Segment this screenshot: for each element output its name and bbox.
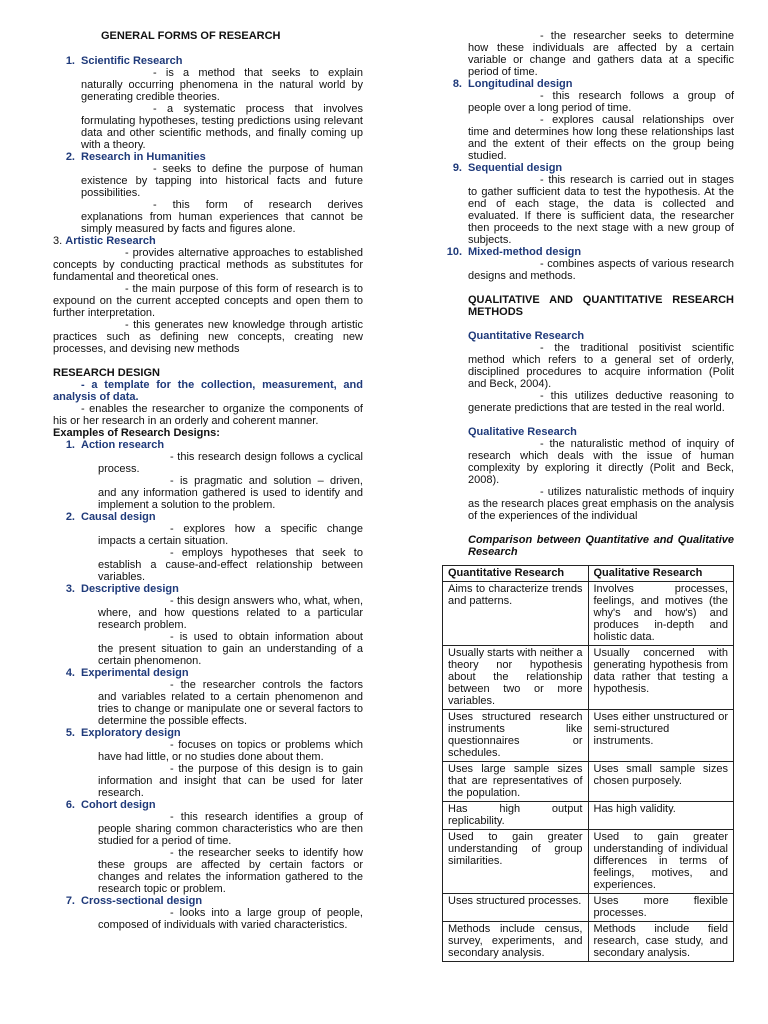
design-paragraph: - this research identifies a group of people sharing common characteristics who are then studied for a period of time. [98,811,363,847]
quantitative-cell: Methods include census, survey, experiments, and secondary analysis. [443,922,589,962]
design-paragraph: - is pragmatic and solution – driven, and any information gathered is used to identify and implement a solution to the problem. [98,475,363,511]
qualitative-cell: Methods include field research, case study, and secondary analysis. [588,922,734,962]
qualitative-cell: Used to gain greater understanding of individual differences in terms of feelings, motives, and experiences. [588,830,734,894]
cross-sectional-continuation: - the researcher seeks to determine how these individuals are affected by a certain variable or change and gathers data at a specific period of time. [468,30,734,78]
design-item [446,78,734,162]
quantitative-paragraph: - this utilizes deductive reasoning to generate predictions that are tested in the real world. [468,390,734,414]
design-item [53,799,363,895]
design-paragraph: - employs hypotheses that seek to establish a cause-and-effect relationship between variables. [98,547,363,583]
design-paragraph: - this research is carried out in stages to gather sufficient data to test the hypothesis. At the end of each stage, the data is collected and evaluated. If there is sufficient data, the researcher then proceeds to the next stage with a new group of subjects. [468,174,734,246]
design-paragraph: - looks into a large group of people, composed of individuals with varied characteristics. [98,907,363,931]
table-row [443,582,734,646]
design-number: 9. [452,162,462,174]
research-design-heading: RESEARCH DESIGN [53,367,160,379]
quantitative-cell: Uses structured processes. [443,894,589,922]
design-number: 6. [65,799,75,811]
design-paragraph: - this design answers who, what, when, where, and how questions related to a particular research problem. [98,595,363,631]
design-list [53,439,363,931]
form-paragraph: - provides alternative approaches to established concepts by conducting practical methods as substitutes for fundamental and theoretical ones. [53,247,363,283]
quantitative-heading: Quantitative Research [468,330,585,342]
table-row [443,922,734,962]
page-title: GENERAL FORMS OF RESEARCH [101,30,281,42]
form-paragraph: - the main purpose of this form of research is to expound on the current accepted concepts and open them to further interpretation. [53,283,363,319]
design-paragraph: - explores causal relationships over time and determines how long these relationships last and the extent of their effects on the group being studied. [468,114,734,162]
form-number: 1. [65,55,75,67]
table-row [443,894,734,922]
design-item [53,667,363,727]
form-name: Scientific Research [81,55,183,67]
design-name: Cohort design [81,799,156,811]
comparison-table [442,565,734,962]
form-name: Research in Humanities [81,151,206,163]
form-number: 2. [65,151,75,163]
design-item [53,439,363,511]
quantitative-cell: Has high output replicability. [443,802,589,830]
design-name: Descriptive design [81,583,179,595]
methods-heading: QUALITATIVE AND QUANTITATIVE RESEARCH METHODS [468,294,734,318]
design-number: 8. [452,78,462,90]
form-paragraph: - is a method that seeks to explain naturally occurring phenomena in the natural world by generating credible theories. [81,67,363,103]
design-paragraph: - combines aspects of various research designs and methods. [468,258,734,282]
design-paragraph: - explores how a specific change impacts a certain situation. [98,523,363,547]
table-header-quantitative: Quantitative Research [443,566,589,582]
table-row [443,710,734,762]
design-name: Cross-sectional design [81,895,203,907]
design-item [446,162,734,246]
research-design-definition-2: - enables the researcher to organize the components of his or her research in an orderly and coherent manner. [53,403,363,427]
design-number: 4. [65,667,75,679]
table-row [443,802,734,830]
form-2 [53,151,363,235]
qualitative-cell: Usually concerned with generating hypothesis from data rather that testing a hypothesis. [588,646,734,710]
quantitative-cell: Uses structured research instruments like questionnaires or schedules. [443,710,589,762]
right-column [446,30,734,962]
qualitative-cell: Uses more flexible processes. [588,894,734,922]
design-item [53,583,363,667]
design-paragraph: - is used to obtain information about the present situation to gain an understanding of a certain phenomenon. [98,631,363,667]
design-list-continued [446,78,734,282]
form-1 [53,55,363,151]
design-name: Exploratory design [81,727,181,739]
design-name: Causal design [81,511,156,523]
table-row [443,830,734,894]
table-row [443,762,734,802]
table-header-qualitative: Qualitative Research [588,566,734,582]
design-paragraph: - this research follows a group of people over a long period of time. [468,90,734,114]
design-number: 5. [65,727,75,739]
design-item [53,727,363,799]
design-paragraph: - the researcher seeks to identify how these groups are affected by certain factors or changes and relates the information gathered to the research topic or problem. [98,847,363,895]
design-item [53,895,363,931]
design-number: 7. [65,895,75,907]
design-paragraph: - focuses on topics or problems which have had little, or no studies done about them. [98,739,363,763]
form-paragraph: - this form of research derives explanations from human experiences that cannot be simply measured by facts and figures alone. [81,199,363,235]
form-paragraph: - seeks to define the purpose of human existence by tapping into historical facts and future possibilities. [81,163,363,199]
left-column [53,30,363,931]
examples-heading: Examples of Research Designs: [53,427,220,439]
design-paragraph: - this research design follows a cyclical process. [98,451,363,475]
qualitative-paragraph: - utilizes naturalistic methods of inquiry as the research places great emphasis on the analysis of the experiences of the individual [468,486,734,522]
qualitative-cell: Has high validity. [588,802,734,830]
qualitative-cell: Involves processes, feelings, and motives (the why's and how's) and produces in-depth and holistic data. [588,582,734,646]
qualitative-cell: Uses small sample sizes chosen purposely. [588,762,734,802]
design-item [446,246,734,282]
form-3 [53,235,363,355]
design-item [53,511,363,583]
design-number: 1. [65,439,75,451]
table-row [443,646,734,710]
quantitative-cell: Aims to characterize trends and patterns. [443,582,589,646]
comparison-table-body [443,582,734,962]
form-number: 3. [53,235,63,247]
form-name: Artistic Research [65,235,156,247]
design-name: Action research [81,439,165,451]
quantitative-paragraph: - the traditional positivist scientific method which refers to a general set of orderly, disciplined procedures to acquire information (Polit and Beck, 2004). [468,342,734,390]
quantitative-cell: Used to gain greater understanding of group similarities. [443,830,589,894]
design-name: Experimental design [81,667,189,679]
form-paragraph: - this generates new knowledge through artistic practices such as defining new concepts, creating new processes, and devising new methods [53,319,363,355]
design-paragraph: - the researcher controls the factors and variables related to a certain phenomenon and tries to change or manipulate one or several factors to determine the possible effects. [98,679,363,727]
design-number: 2. [65,511,75,523]
design-name: Longitudinal design [468,78,573,90]
design-number: 3. [65,583,75,595]
design-name: Sequential design [468,162,563,174]
qualitative-heading: Qualitative Research [468,426,577,438]
design-number: 10. [446,246,462,258]
research-design-definition: - a template for the collection, measurement, and analysis of data. [53,379,363,403]
qualitative-paragraph: - the naturalistic method of inquiry of research which deals with the issue of human complexity by exploring it directly (Polit and Beck, 2008). [468,438,734,486]
quantitative-cell: Usually starts with neither a theory nor hypothesis about the relationship between two or more variables. [443,646,589,710]
qualitative-cell: Uses either unstructured or semi-structured instruments. [588,710,734,762]
design-paragraph: - the purpose of this design is to gain information and insight that can be used for later research. [98,763,363,799]
comparison-heading: Comparison between Quantitative and Qualitative Research [468,534,734,558]
form-paragraph: - a systematic process that involves formulating hypotheses, testing predictions using relevant data and other scientific methods, and finally coming up with a theory. [81,103,363,151]
quantitative-cell: Uses large sample sizes that are representatives of the population. [443,762,589,802]
design-name: Mixed-method design [468,246,582,258]
